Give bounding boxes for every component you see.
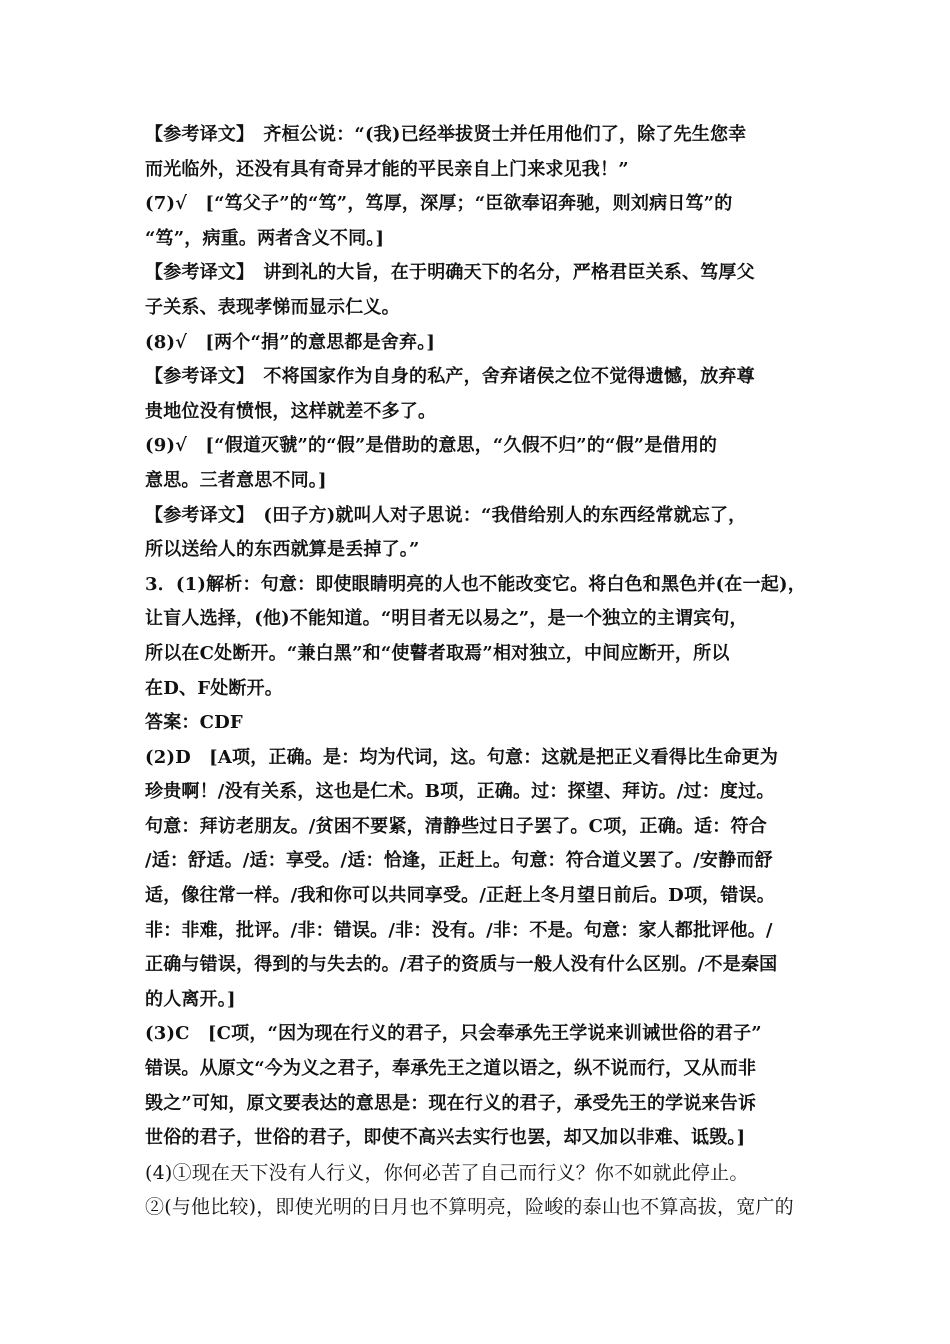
text-line: 正确与错误，得到的与失去的。/君子的资质与一般人没有什么区别。/不是秦国 — [145, 954, 778, 976]
text-line: 错误。从原文“今为义之君子，奉承先王之道以语之，纵不说而行，又从而非 — [145, 1058, 757, 1080]
text-line: 而光临外，还没有具有奇异才能的平民亲自上门来求见我！” — [145, 158, 629, 180]
text-line: (7)√ [“笃父子”的“笃”，笃厚，深厚；“臣欲奉诏奔驰，则刘病日笃”的 — [145, 193, 733, 215]
text-line: 意思。三者意思不同。] — [145, 469, 327, 491]
text-line: 【参考译文】 不将国家作为自身的私产，舍弃诸侯之位不觉得遗憾，放弃尊 — [145, 366, 755, 388]
text-line: 贵地位没有愤恨，这样就差不多了。 — [145, 400, 437, 422]
text-line: 珍贵啊！/没有关系，这也是仁术。B项，正确。过：探望、拜访。/过：度过。 — [145, 781, 775, 803]
text-line: 句意：拜访老朋友。/贫困不要紧，清静些过日子罢了。C项，正确。适：符合 — [145, 815, 767, 837]
text-line: 非：非难，批评。/非：错误。/非：没有。/非：不是。句意：家人都批评他。/ — [145, 919, 773, 941]
text-line: (2)D [A项，正确。是：均为代词，这。句意：这就是把正义看得比生命更为 — [145, 746, 779, 768]
text-line: (4)①现在天下没有人行义，你何必苦了自己而行义？你不如就此停止。 — [145, 1161, 749, 1184]
text-line: ②(与他比较)，即使光明的日月也不算明亮，险峻的泰山也不算高拔，宽广的 — [145, 1196, 794, 1219]
text-line: 子关系、表现孝悌而显示仁义。 — [145, 296, 400, 318]
text-line: (9)√ [“假道灭虢”的“假”是借助的意思，“久假不归”的“假”是借用的 — [145, 435, 718, 457]
text-line: 所以在C处断开。“兼白黑”和“使瞽者取焉”相对独立，中间应断开，所以 — [145, 642, 730, 664]
text-line: 世俗的君子，世俗的君子，即使不高兴去实行也罢，却又加以非难、诋毁。] — [145, 1127, 746, 1149]
text-line: /适：舒适。/适：享受。/适：恰逢，正赶上。句意：符合道义罢了。/安静而舒 — [145, 850, 773, 872]
text-line: 3．(1)解析：句意：即使眼睛明亮的人也不能改变它。将白色和黑色并(在一起)， — [145, 573, 806, 595]
text-line: 【参考译文】 (田子方)就叫人对子思说：“我借给别人的东西经常就忘了， — [145, 504, 747, 526]
text-line: 【参考译文】 齐桓公说：“(我)已经举拔贤士并任用他们了，除了先生您幸 — [145, 124, 747, 145]
answer-text-block — [145, 118, 813, 1225]
text-line: 所以送给人的东西就算是丢掉了。” — [145, 539, 420, 561]
text-line: 让盲人选择，(他)不能知道。“明目者无以易之”，是一个独立的主谓宾句， — [145, 608, 748, 630]
text-line: 的人离开。] — [145, 988, 236, 1010]
text-line: (3)C [C项，“因为现在行义的君子，只会奉承先王学说来训诫世俗的君子” — [145, 1023, 762, 1045]
text-line: “笃”，病重。两者含义不同。] — [145, 227, 385, 249]
text-line: 【参考译文】 讲到礼的大旨，在于明确天下的名分，严格君臣关系、笃厚父 — [145, 262, 755, 284]
text-line: 毁之”可知，原文要表达的意思是：现在行义的君子，承受先王的学说来告诉 — [145, 1092, 757, 1114]
text-line: 适，像往常一样。/我和你可以共同享受。/正赶上冬月望日前后。D项，错误。 — [145, 885, 775, 907]
text-line: 在D、F处断开。 — [145, 677, 283, 699]
text-line: (8)√ [两个“捐”的意思都是舍弃。] — [145, 331, 436, 353]
text-line: 答案：CDF — [145, 712, 243, 734]
